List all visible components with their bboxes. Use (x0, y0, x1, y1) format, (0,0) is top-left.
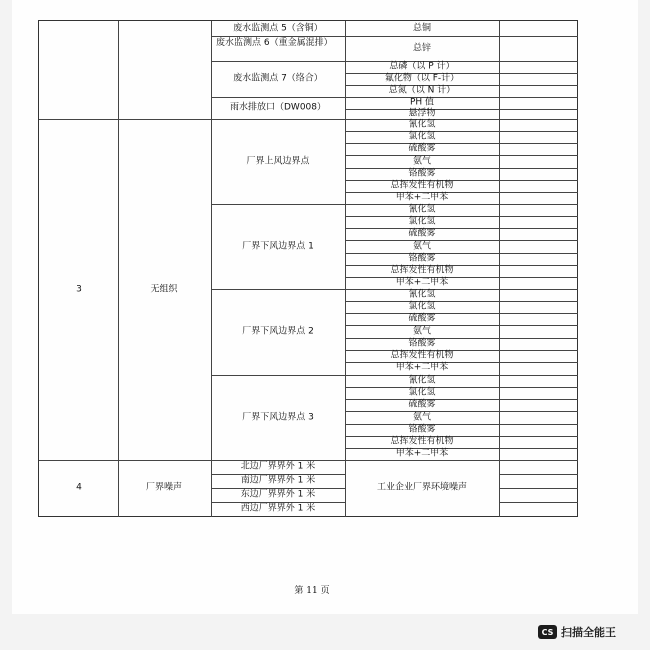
item-cell: 氰化氢 (408, 289, 436, 300)
row-line (345, 436, 578, 437)
item-cell: 总磷（以 P 计） (389, 61, 455, 72)
col-line-4 (499, 21, 500, 517)
point-cell: 厂界下风边界点 2 (242, 326, 314, 337)
scanner-watermark (538, 624, 616, 640)
row-line (499, 474, 578, 475)
item-cell: 氯化氢 (408, 216, 436, 227)
item-cell: 总挥发性有机物 (390, 180, 454, 191)
item-cell: 总挥发性有机物 (390, 436, 454, 447)
item-cell: 氨气 (412, 156, 432, 166)
item-cell: 氟化物（以 F-计） (384, 73, 460, 84)
item-cell: 氯化氢 (408, 387, 436, 398)
point-cell: 废水监测点 6（重金属混排） (216, 38, 333, 48)
point-cell: 南边厂界界外 1 米 (240, 475, 316, 486)
item-cell: 铬酸雾 (408, 338, 436, 349)
scanner-logo-icon: CS (538, 625, 557, 639)
item-cell: 总铜 (412, 23, 432, 34)
row-line (345, 411, 578, 412)
row-line (345, 424, 578, 425)
item-cell: 甲苯+二甲苯 (395, 192, 449, 203)
item-cell: 甲苯+二甲苯 (395, 448, 449, 459)
row-line (345, 192, 578, 193)
row-line (345, 85, 578, 86)
item-cell: 铬酸雾 (408, 424, 436, 435)
point-cell: 西边厂界界外 1 米 (240, 503, 316, 514)
section-type: 厂界噪声 (145, 482, 183, 493)
item-cell: 硫酸雾 (408, 228, 436, 239)
item-cell: 总氮（以 N 计） (388, 85, 456, 96)
section-no: 3 (76, 284, 82, 295)
point-cell: 厂界下风边界点 1 (242, 241, 314, 252)
group-line (211, 289, 578, 290)
row-line (345, 325, 578, 326)
monitoring-table (38, 20, 578, 517)
row-line (345, 253, 578, 254)
item-cell: 总锌 (412, 43, 432, 54)
row-line (345, 448, 578, 449)
row-line (345, 301, 578, 302)
scanner-app-name: 扫描全能王 (561, 626, 616, 639)
section-no: 4 (76, 482, 82, 493)
item-cell: 氨气 (412, 412, 432, 422)
row-line (345, 350, 578, 351)
row-line (345, 155, 578, 156)
item-cell: 氰化氢 (408, 119, 436, 130)
item-cell: PH 值 (409, 97, 435, 108)
row-line (345, 131, 578, 132)
col-line-2 (211, 21, 212, 517)
section-type: 无组织 (150, 284, 178, 295)
item-cell: 总挥发性有机物 (390, 350, 454, 361)
row-line (345, 338, 578, 339)
item-cell: 硫酸雾 (408, 313, 436, 324)
item-cell: 氰化氢 (408, 375, 436, 386)
row-line (345, 313, 578, 314)
item-cell: 悬浮物 (408, 108, 436, 119)
section-line (39, 119, 578, 120)
row-line (345, 362, 578, 363)
item-cell: 氯化氢 (408, 301, 436, 312)
point-cell: 雨水排放口（DW008） (229, 102, 327, 113)
row-line (345, 240, 578, 241)
row-line (211, 97, 578, 98)
row-line (345, 180, 578, 181)
col-line-1 (118, 21, 119, 517)
item-cell: 氨气 (412, 241, 432, 251)
point-cell: 北边厂界界外 1 米 (240, 461, 316, 472)
col-line-3 (345, 21, 346, 517)
row-line (345, 387, 578, 388)
row-line (345, 73, 578, 74)
point-cell: 厂界上风边界点 (246, 156, 310, 167)
row-line (345, 168, 578, 169)
page-number: 第 11 页 (294, 586, 330, 596)
row-line (345, 216, 578, 217)
item-cell: 氰化氢 (408, 204, 436, 215)
row-line (345, 109, 578, 110)
group-line (211, 375, 578, 376)
point-cell: 废水监测点 7（络合） (233, 73, 323, 84)
point-cell: 厂界下风边界点 3 (242, 412, 314, 423)
item-cell: 甲苯+二甲苯 (395, 362, 449, 373)
item-cell: 总挥发性有机物 (390, 265, 454, 276)
item-cell: 硫酸雾 (408, 399, 436, 410)
row-line (499, 488, 578, 489)
group-line (211, 204, 578, 205)
row-line (345, 228, 578, 229)
row-line (345, 277, 578, 278)
item-cell: 铬酸雾 (408, 253, 436, 264)
point-cell: 东边厂界界外 1 米 (240, 489, 316, 500)
item-cell: 甲苯+二甲苯 (395, 277, 449, 288)
item-cell: 工业企业厂界环境噪声 (376, 482, 468, 493)
item-cell: 硫酸雾 (408, 143, 436, 154)
item-cell: 氨气 (412, 326, 432, 336)
row-line (345, 143, 578, 144)
item-cell: 铬酸雾 (408, 168, 436, 179)
item-cell: 氯化氢 (408, 131, 436, 142)
point-cell: 废水监测点 5（含铜） (233, 23, 323, 34)
row-line (345, 399, 578, 400)
row-line (499, 502, 578, 503)
row-line (345, 265, 578, 266)
